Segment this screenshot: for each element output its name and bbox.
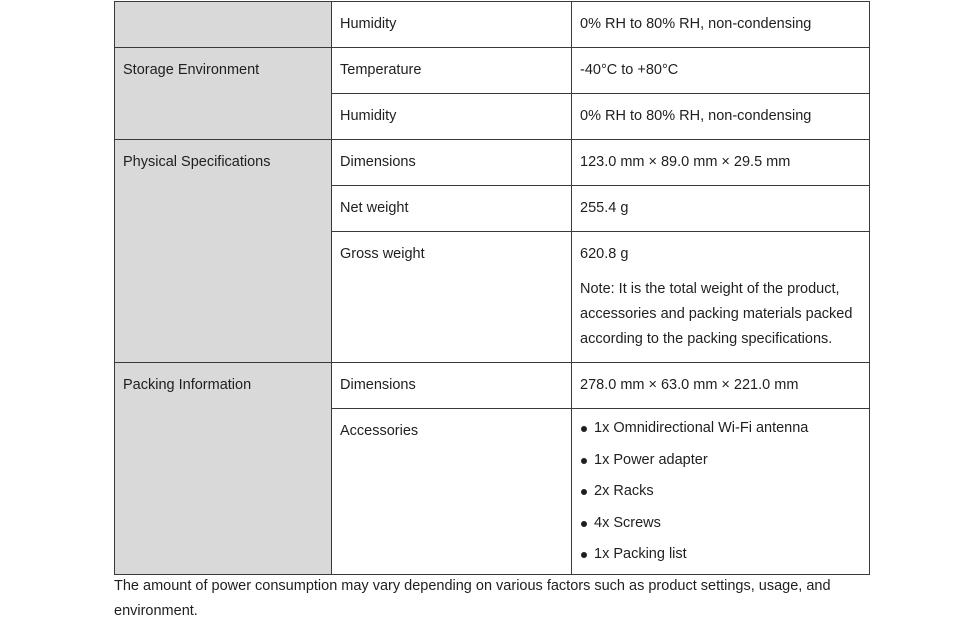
specifications-table (114, 1, 870, 575)
bullet-icon (581, 426, 587, 432)
item-cell: Humidity (332, 2, 572, 48)
value-cell: 278.0 mm × 63.0 mm × 221.0 mm (572, 363, 870, 409)
list-item: 1x Packing list (580, 542, 861, 574)
value-cell: 0% RH to 80% RH, non-condensing (572, 2, 870, 48)
value-cell: -40°C to +80°C (572, 48, 870, 94)
table-row (115, 363, 870, 409)
group-cell-packing-information: Packing Information (115, 363, 332, 575)
accessories-list (580, 416, 861, 574)
gross-weight-note: Note: It is the total weight of the product, accessories and packing materials packed according to the packing specifications. (580, 281, 853, 347)
group-cell-storage-environment: Storage Environment (115, 48, 332, 140)
bullet-icon (581, 458, 587, 464)
group-cell-physical-specifications: Physical Specifications (115, 140, 332, 363)
table-row (115, 48, 870, 94)
item-cell: Gross weight (332, 232, 572, 363)
item-cell: Dimensions (332, 363, 572, 409)
bullet-icon (581, 552, 587, 558)
item-cell: Temperature (332, 48, 572, 94)
value-cell (572, 409, 870, 575)
list-item: 2x Racks (580, 479, 861, 511)
item-cell: Net weight (332, 186, 572, 232)
item-cell: Dimensions (332, 140, 572, 186)
gross-weight-value: 620.8 g (580, 246, 629, 262)
table-row (115, 140, 870, 186)
list-item: 4x Screws (580, 511, 861, 543)
value-cell: 0% RH to 80% RH, non-condensing (572, 94, 870, 140)
value-cell: 255.4 g (572, 186, 870, 232)
value-cell (572, 232, 870, 363)
item-cell: Accessories (332, 409, 572, 575)
list-item: 1x Power adapter (580, 448, 861, 480)
group-cell-continued (115, 2, 332, 48)
value-cell: 123.0 mm × 89.0 mm × 29.5 mm (572, 140, 870, 186)
power-consumption-footnote: The amount of power consumption may vary depending on various factors such as product settings, usage, and environment. (114, 578, 831, 619)
item-cell: Humidity (332, 94, 572, 140)
list-item: 1x Omnidirectional Wi-Fi antenna (580, 416, 861, 448)
bullet-icon (581, 489, 587, 495)
bullet-icon (581, 521, 587, 527)
table-row (115, 2, 870, 48)
